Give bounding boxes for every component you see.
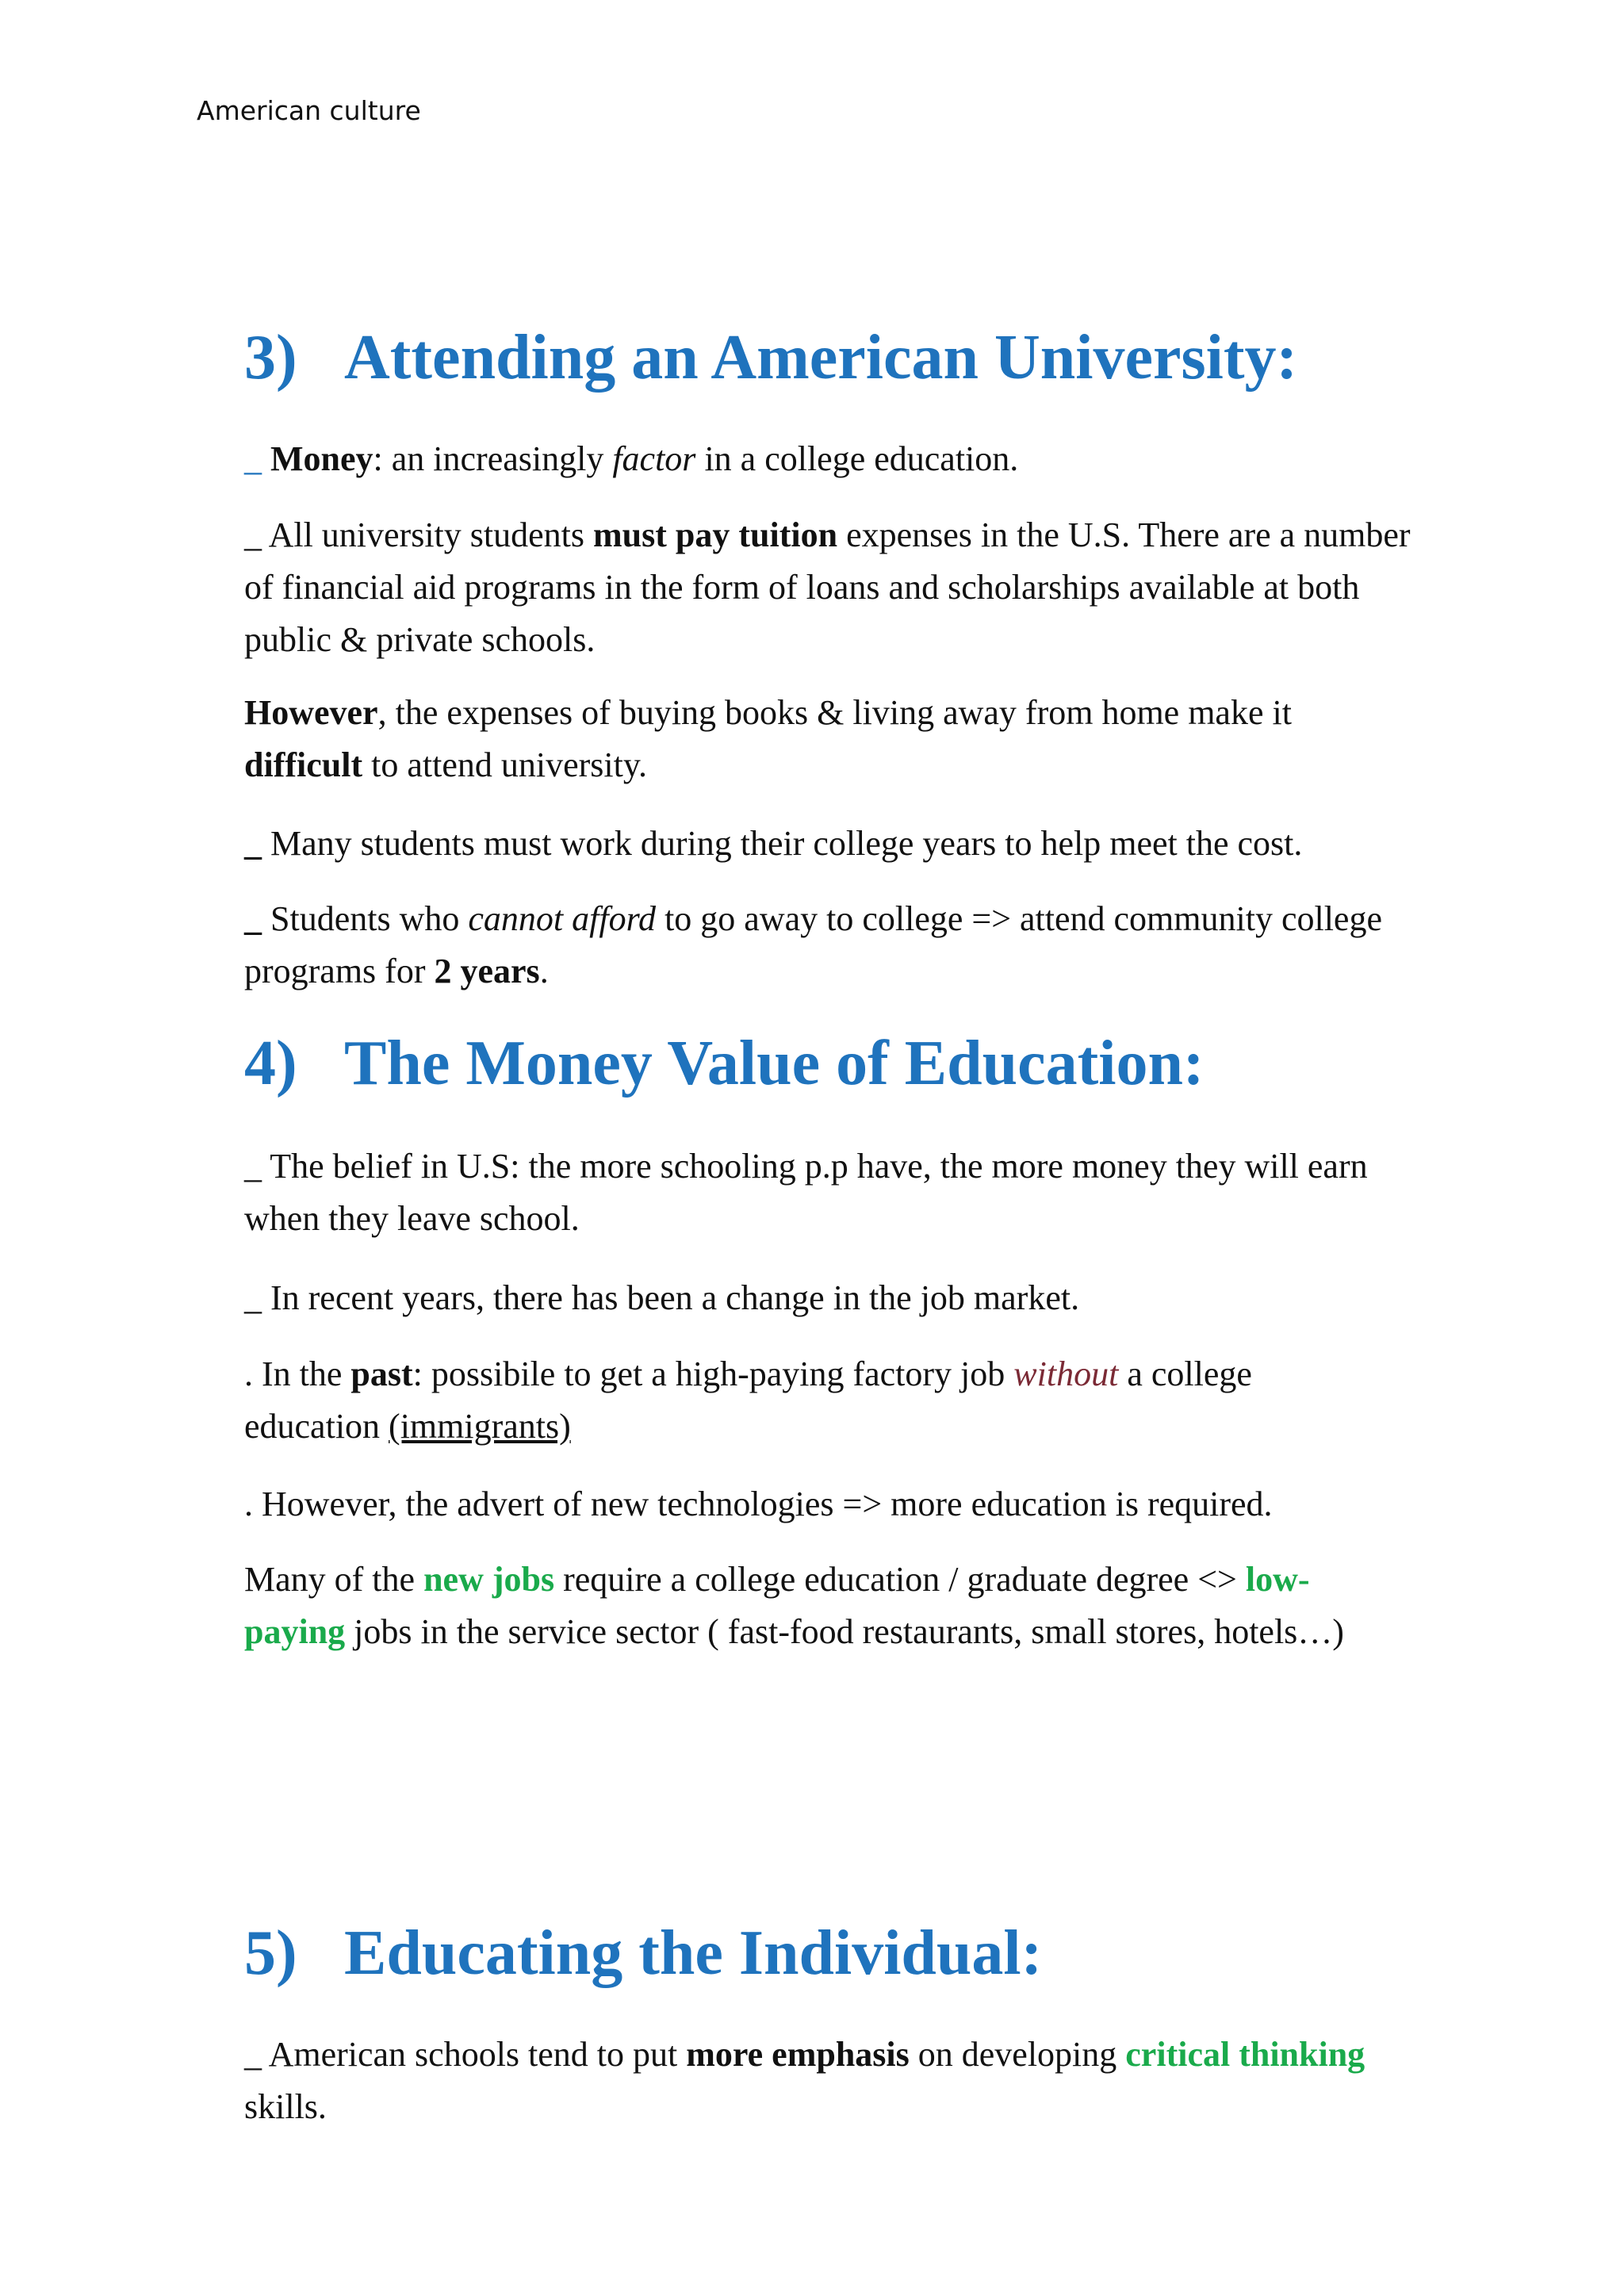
section-number: 3)	[244, 323, 297, 393]
paragraph: _ American schools tend to put more emphasis on developing critical thinking skills.	[244, 2035, 1365, 2126]
paragraph: _ In recent years, there has been a change in the job market.	[244, 1278, 1080, 1317]
section-5-heading	[244, 1918, 1042, 1990]
section-number: 5)	[244, 1918, 297, 1988]
section-title: Educating the Individual:	[344, 1918, 1043, 1988]
section-number: 4)	[244, 1029, 297, 1098]
section-title: The Money Value of Education:	[344, 1029, 1205, 1098]
section-3-heading	[244, 322, 1297, 394]
paragraph: However, the expenses of buying books & living away from home make it difficult to attend university.	[244, 693, 1292, 784]
section-title: Attending an American University:	[344, 323, 1298, 393]
section-4-heading	[244, 1028, 1205, 1100]
paragraph: _ Money: an increasingly factor in a college education.	[244, 439, 1019, 478]
paragraph: _ The belief in U.S: the more schooling p.p have, the more money they will earn when they leave school.	[244, 1147, 1368, 1238]
paragraph: . In the past: possibile to get a high-paying factory job without a college education (immigrants)	[244, 1354, 1252, 1446]
paragraph: _ All university students must pay tuition expenses in the U.S. There are a number of financial aid programs in the form of loans and scholarships available at both public & private schools.	[244, 515, 1411, 659]
paragraph: . However, the advert of new technologies => more education is required.	[244, 1485, 1273, 1523]
running-header: American culture	[197, 95, 421, 126]
paragraph: _ Students who cannot afford to go away to college => attend community college programs for 2 years.	[244, 899, 1382, 990]
paragraph: _ Many students must work during their college years to help meet the cost.	[244, 824, 1303, 863]
paragraph: Many of the new jobs require a college education / graduate degree <> low- paying jobs in the service sector ( fast-food restaurants, small stores, hotels…)	[244, 1560, 1344, 1651]
